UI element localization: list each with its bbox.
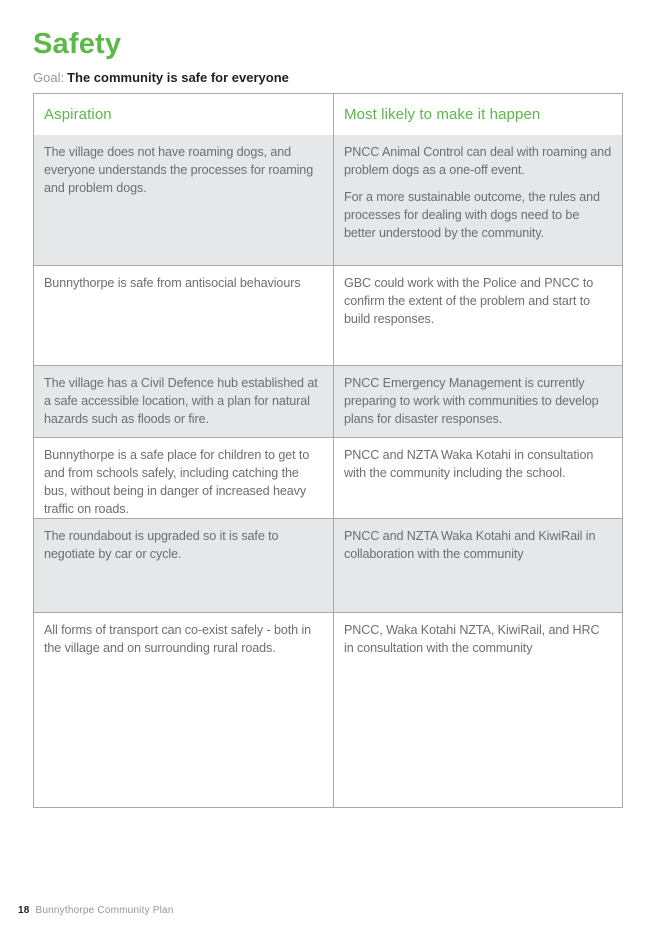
aspiration-cell bbox=[34, 519, 334, 612]
aspiration-cell bbox=[34, 438, 334, 518]
aspiration-text: Bunnythorpe is safe from antisocial behaviours bbox=[44, 276, 301, 290]
aspiration-text: The village does not have roaming dogs, and everyone understands the processes for roaming and problem dogs. bbox=[44, 145, 314, 195]
table-body bbox=[34, 135, 622, 807]
aspiration-text: The roundabout is upgraded so it is safe to negotiate by car or cycle. bbox=[44, 529, 279, 561]
most-likely-text: PNCC and NZTA Waka Kotahi and KiwiRail in collaboration with the community bbox=[344, 529, 596, 561]
goal-label: Goal: bbox=[33, 70, 65, 85]
aspiration-cell bbox=[34, 613, 334, 807]
aspiration-cell bbox=[34, 366, 334, 437]
most-likely-cell bbox=[334, 438, 622, 518]
most-likely-cell bbox=[334, 613, 622, 807]
goal-line bbox=[33, 70, 289, 86]
most-likely-cell bbox=[334, 519, 622, 612]
most-likely-text: PNCC Emergency Management is currently preparing to work with communities to develop plans for disaster responses. bbox=[344, 376, 599, 426]
aspiration-cell bbox=[34, 135, 334, 265]
table-row bbox=[34, 518, 622, 612]
table-row bbox=[34, 437, 622, 518]
aspiration-text: All forms of transport can co-exist safely - both in the village and on surrounding rural roads. bbox=[44, 623, 312, 655]
aspiration-text: The village has a Civil Defence hub established at a safe accessible location, with a plan for natural hazards such as floods or fire. bbox=[44, 376, 318, 426]
most-likely-text: PNCC, Waka Kotahi NZTA, KiwiRail, and HRC in consultation with the community bbox=[344, 623, 600, 655]
most-likely-cell bbox=[334, 266, 622, 365]
page-title: Safety bbox=[33, 28, 122, 60]
most-likely-cell bbox=[334, 135, 622, 265]
most-likely-cell bbox=[334, 366, 622, 437]
most-likely-text: GBC could work with the Police and PNCC to confirm the extent of the problem and start to build responses. bbox=[344, 276, 594, 326]
table-header-row bbox=[34, 94, 622, 135]
page-footer bbox=[18, 905, 174, 916]
table-row bbox=[34, 612, 622, 807]
table-row bbox=[34, 135, 622, 265]
most-likely-text: PNCC Animal Control can deal with roaming and problem dogs as a one-off event. bbox=[344, 145, 612, 177]
aspiration-text: Bunnythorpe is a safe place for children to get to and from schools safely, including catching the bus, without being in danger of increased heavy traffic on roads. bbox=[44, 448, 310, 516]
page-number: 18 bbox=[18, 905, 30, 916]
most-likely-text: PNCC and NZTA Waka Kotahi in consultation with the community including the school. bbox=[344, 448, 594, 480]
table-row bbox=[34, 265, 622, 365]
goal-text: The community is safe for everyone bbox=[67, 70, 289, 85]
most-likely-text: For a more sustainable outcome, the rules and processes for dealing with dogs need to be better understood by the community. bbox=[344, 190, 600, 240]
footer-document-title: Bunnythorpe Community Plan bbox=[35, 905, 174, 916]
aspiration-table bbox=[33, 93, 623, 808]
aspiration-cell bbox=[34, 266, 334, 365]
column-header-aspiration: Aspiration bbox=[34, 94, 334, 135]
table-row bbox=[34, 365, 622, 437]
column-header-most-likely: Most likely to make it happen bbox=[344, 105, 541, 123]
